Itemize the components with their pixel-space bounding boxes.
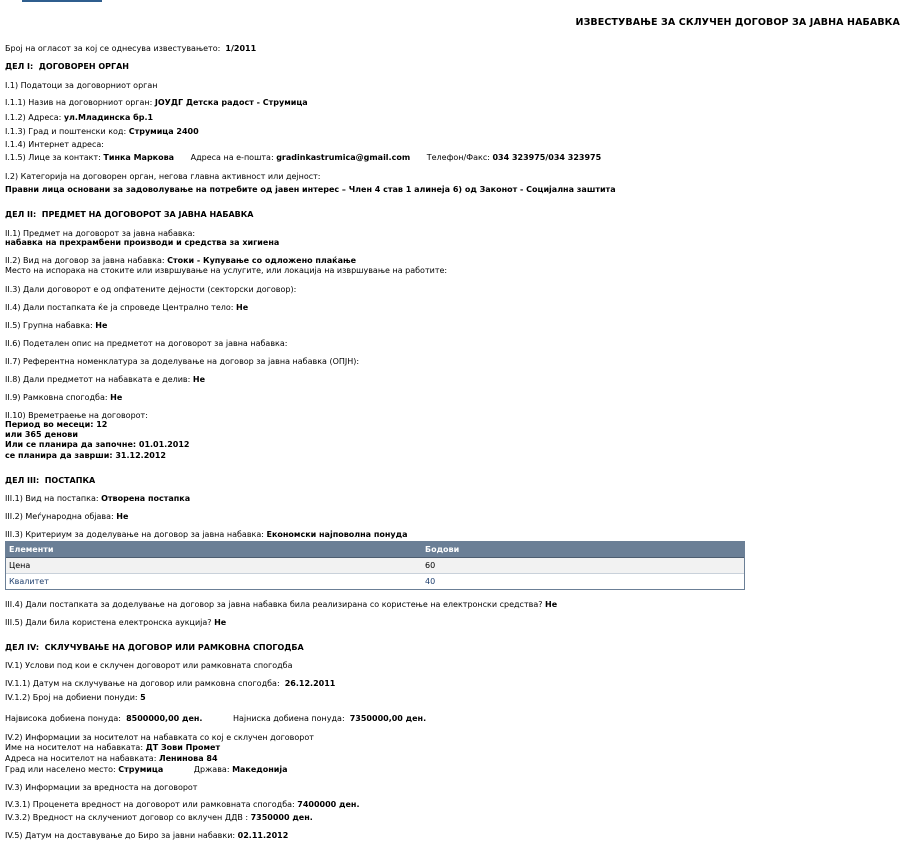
authority-category-value: Правни лица основани за задоволување на потребите од јавен интерес – Член 4 став 1 алинеја 6) од Законот - Социјална заштита	[5, 185, 616, 194]
submission-date: IV.5) Датум на доставување до Биро за јавни набавки: 02.11.2012	[5, 831, 289, 840]
notice-number-label: Број на огласот за кој се однесува известувањето:	[5, 44, 221, 53]
contract-value: IV.3.2) Вредност на склучениот договор со вклучен ДДВ : 7350000 ден.	[5, 813, 313, 822]
contract-type: II.2) Вид на договор за јавна набавка: Стоки - Купување со одложено плаќање	[5, 256, 357, 265]
contract-conditions: IV.1) Услови под кои е склучен договорот или рамковната спогодба	[5, 661, 293, 670]
electronic-means: III.4) Дали постапката за доделување на договор за јавна набавка била реализирана со користење на електронски средства? Не	[5, 600, 558, 609]
notice-number-value: 1/2011	[225, 44, 257, 53]
award-criterion: III.3) Критериум за доделување на договор за јавна набавка: Економски најповолна понуда	[5, 530, 408, 539]
offers-count: IV.1.2) Број на добиени понуди: 5	[5, 693, 146, 702]
contract-duration-label: II.10) Времетраење на договорот:	[5, 411, 148, 420]
international-notice: III.2) Меѓународна објава: Не	[5, 512, 129, 521]
electronic-auction: III.5) Дали била користена електронска аукција? Не	[5, 618, 227, 627]
part-1-heading: ДЕЛ I: ДОГОВОРЕН ОРГАН	[5, 62, 129, 71]
divisible-subject: II.8) Дали предметот на набавката е делив: Не	[5, 375, 206, 384]
contractor-name: Име на носителот на набавката: ДТ Зови Промет	[5, 743, 221, 752]
authority-city: I.1.3) Град и поштенски код: Струмица 2400	[5, 127, 199, 136]
contract-date: IV.1.1) Датум на склучување на договор или рамковна спогодба: 26.12.2011	[5, 679, 336, 688]
element-cell: Цена	[9, 561, 31, 570]
document-title: ИЗВЕСТУВАЊЕ ЗА СКЛУЧЕН ДОГОВОР ЗА ЈАВНА НАБАВКА	[575, 17, 900, 28]
contractor-info: IV.2) Информации за носителот на набавката со кој е склучен договорот	[5, 733, 314, 742]
criteria-table	[5, 541, 745, 590]
table-row	[6, 558, 744, 574]
duration-days: или 365 денови	[5, 430, 78, 439]
reference-nomenclature: II.7) Референтна номенклатура за доделување на договор за јавна набавка (ОПЈН):	[5, 357, 360, 366]
offer-range: Највисока добиена понуда: 8500000,00 ден. Најниска добиена понуда: 7350000,00 ден.	[5, 714, 427, 723]
contract-subject-value: набавка на прехрамбени производи и средства за хигиена	[5, 238, 280, 247]
estimated-value: IV.3.1) Проценета вредност на договорот или рамковната спогодба: 7400000 ден.	[5, 800, 360, 809]
authority-category-label: I.2) Категорија на договорен орган, негова главна активност или дејност:	[5, 172, 321, 181]
header-points: Бодови	[425, 545, 460, 554]
element-cell: Квалитет	[9, 577, 49, 586]
contractor-address: Адреса на носителот на набавката: Ленинова 84	[5, 754, 218, 763]
points-cell: 60	[425, 561, 436, 570]
part-1-contracting-authority-data: I.1) Податоци за договорниот орган	[5, 81, 158, 90]
contract-value-info: IV.3) Информации за вредноста на договорот	[5, 783, 198, 792]
duration-start: Или се планира да започне: 01.01.2012	[5, 440, 190, 449]
sector-contract: II.3) Дали договорот е од опфатените дејности (секторски договор):	[5, 285, 297, 294]
authority-website: I.1.4) Интернет адреса:	[5, 140, 104, 149]
notice-number	[5, 44, 256, 53]
header-elements: Елементи	[9, 545, 54, 554]
part-4-heading: ДЕЛ IV: СКЛУЧУВАЊЕ НА ДОГОВОР ИЛИ РАМКОВНА СПОГОДБА	[5, 643, 304, 652]
group-procurement: II.5) Групна набавка: Не	[5, 321, 108, 330]
table-row	[6, 574, 744, 589]
authority-address: I.1.2) Адреса: ул.Младинска бр.1	[5, 113, 154, 122]
authority-name: I.1.1) Назив на договорниот орган: ЈОУДГ Детска радост - Струмица	[5, 98, 308, 107]
duration-end: се планира да заврши: 31.12.2012	[5, 451, 166, 460]
part-3-heading: ДЕЛ III: ПОСТАПКА	[5, 476, 96, 485]
delivery-place: Место на испорака на стоките или извршување на услугите, или локација на извршување на работите:	[5, 266, 448, 275]
contract-subject-label: II.1) Предмет на договорот за јавна набавка:	[5, 229, 196, 238]
detailed-description: II.6) Подетален опис на предметот на договорот за јавна набавка:	[5, 339, 288, 348]
framework-agreement: II.9) Рамковна спогодба: Не	[5, 393, 123, 402]
central-body: II.4) Дали постапката ќе ја спроведе Централно тело: Не	[5, 303, 249, 312]
criteria-table-header	[6, 542, 744, 558]
top-accent-line	[22, 0, 102, 2]
procedure-type: III.1) Вид на постапка: Отворена постапка	[5, 494, 191, 503]
points-cell: 40	[425, 577, 436, 586]
part-2-heading: ДЕЛ II: ПРЕДМЕТ НА ДОГОВОРОТ ЗА ЈАВНА НАБАВКА	[5, 210, 254, 219]
duration-months: Период во месеци: 12	[5, 420, 108, 429]
contractor-city-country: Град или населено место: Струмица Држава: Македонија	[5, 765, 288, 774]
authority-contact: I.1.5) Лице за контакт: Тинка Маркова Адреса на е-пошта: gradinkastrumica@gmail.com Телефон/Факс: 034 323975/034 323975	[5, 153, 602, 162]
